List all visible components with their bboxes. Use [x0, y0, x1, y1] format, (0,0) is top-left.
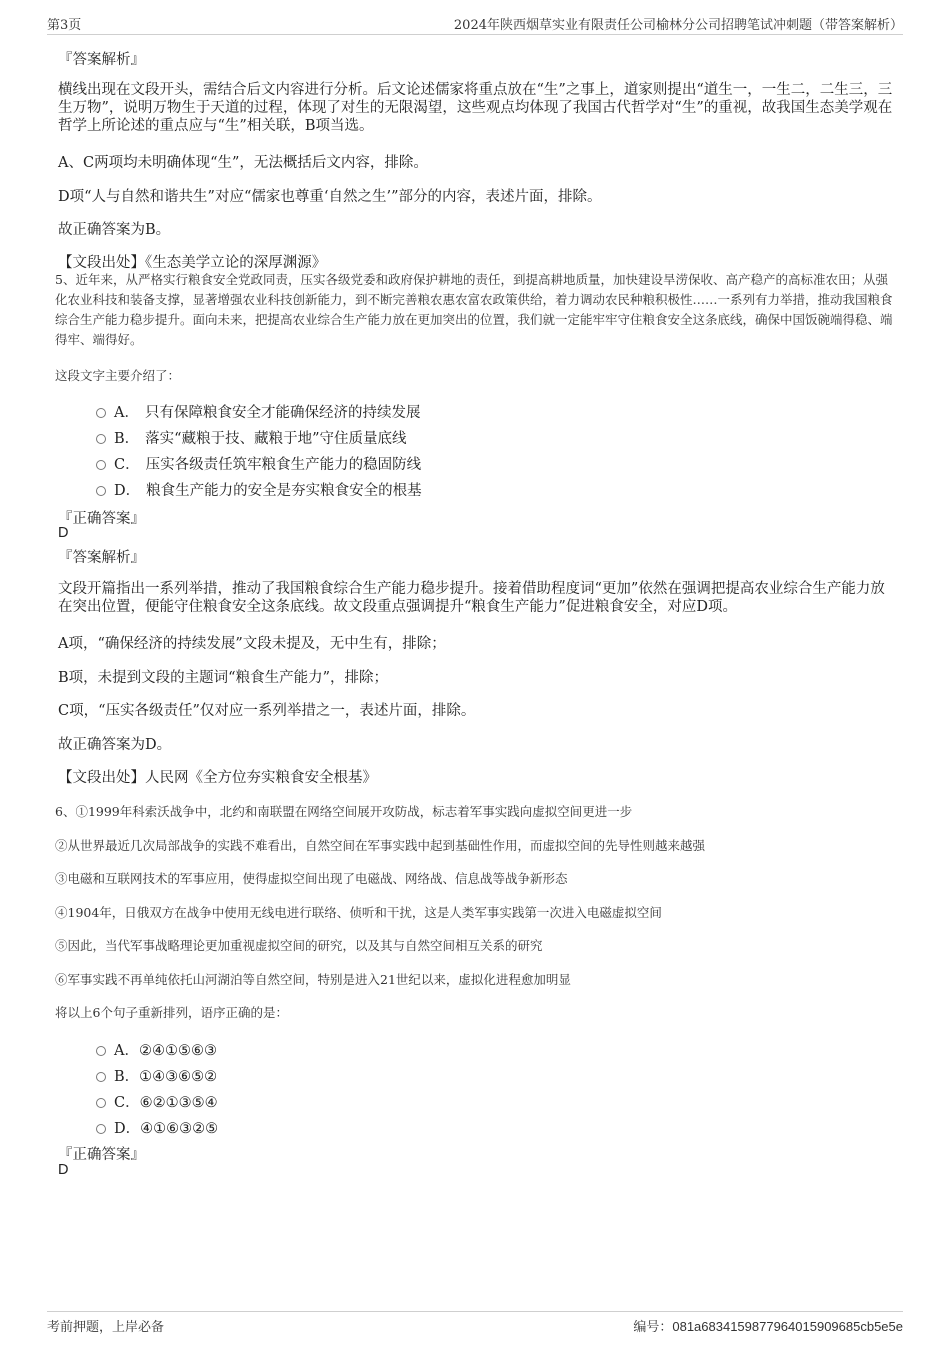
q6-option-b[interactable]: B．①④③⑥⑤②	[96, 1065, 217, 1086]
q6-question: 将以上6个句子重新排列，语序正确的是：	[55, 1005, 288, 1020]
q5-analysis-paragraph-3: B项，未提到文段的主题词“粮食生产能力”，排除；	[58, 670, 388, 686]
q4-analysis-paragraph-3: D项“人与自然和谐共生”对应“儒家也尊重‘自然之生’”部分的内容，表述片面，排除。	[58, 189, 602, 205]
q4-analysis-title: 『答案解析』	[58, 52, 145, 68]
q6-sentence-4: ④1904年，日俄双方在战争中使用无线电进行联络、侦听和干扰，这是人类军事实践第一次进入电磁虚拟空间	[55, 905, 662, 920]
q4-analysis-paragraph-1: 横线出现在文段开头，需结合后文内容进行分析。后文论述儒家将重点放在“生”之事上，道家则提出“道生一，一生二，二生三，三生万物”，说明万物生于天道的过程，体现了对生的无限渴望，这些观点均体现了我国古代哲学对“生”的重视，故我国生态美学观在哲学上所论述的重点应与“生”相关联，B项当选。	[58, 82, 893, 134]
footer-slogan: 考前押题，上岸必备	[47, 1320, 165, 1335]
radio-icon[interactable]	[96, 434, 106, 444]
q5-analysis-paragraph-1: 文段开篇指出一系列举措，推动了我国粮食综合生产能力稳步提升。接着借助程度词“更加”依然在强调把提高农业综合生产能力放在突出位置，便能守住粮食安全这条底线。故文段重点强调提升“粮食生产能力”促进粮食安全，对应D项。	[58, 581, 885, 615]
q5-analysis-paragraph-4: C项，“压实各级责任”仅对应一系列举措之一，表述片面，排除。	[58, 703, 476, 719]
q4-analysis-paragraph-4: 故正确答案为B。	[58, 222, 171, 238]
q6-sentence-6: ⑥军事实践不再单纯依托山河湖泊等自然空间，特别是进入21世纪以来，虚拟化进程愈加明显	[55, 972, 571, 987]
q5-answer-title: 『正确答案』	[58, 511, 145, 527]
radio-icon[interactable]	[96, 460, 106, 470]
q5-analysis-paragraph-2: A项，“确保经济的持续发展”文段未提及，无中生有，排除；	[58, 636, 446, 652]
q5-analysis-title: 『答案解析』	[58, 550, 145, 566]
radio-icon[interactable]	[96, 408, 106, 418]
q6-answer: D	[58, 1162, 69, 1178]
q5-answer: D	[58, 525, 69, 541]
q6-option-a[interactable]: A．②④①⑤⑥③	[96, 1039, 217, 1060]
radio-icon[interactable]	[96, 1098, 106, 1108]
document-code	[633, 1316, 903, 1335]
q6-sentence-3: ③电磁和互联网技术的军事应用，使得虚拟空间出现了电磁战、网络战、信息战等战争新形态	[55, 871, 568, 886]
radio-icon[interactable]	[96, 1124, 106, 1134]
q6-sentence-2: ②从世界最近几次局部战争的实践不难看出，自然空间在军事实践中起到基础性作用，而虚拟空间的先导性则越来越强	[55, 838, 706, 853]
radio-icon[interactable]	[96, 1072, 106, 1082]
q4-source: 【文段出处】《生态美学立论的深厚渊源》	[58, 255, 327, 271]
q5-option-c[interactable]: C． 压实各级责任筑牢粮食生产能力的稳固防线	[96, 453, 421, 474]
q6-sentence-5: ⑤因此，当代军事战略理论更加重视虚拟空间的研究，以及其与自然空间相互关系的研究	[55, 938, 543, 953]
q6-option-d[interactable]: D．④①⑥③②⑤	[96, 1117, 218, 1138]
document-title: 2024年陕西烟草实业有限责任公司榆林分公司招聘笔试冲刺题（带答案解析）	[453, 18, 903, 33]
q5-option-a[interactable]: A． 只有保障粮食安全才能确保经济的持续发展	[96, 401, 420, 422]
q5-analysis-paragraph-5: 故正确答案为D。	[58, 737, 172, 753]
q6-option-c[interactable]: C．⑥②①③⑤④	[96, 1091, 218, 1112]
q4-analysis-paragraph-2: A、C两项均未明确体现“生”，无法概括后文内容，排除。	[58, 155, 428, 171]
radio-icon[interactable]	[96, 1046, 106, 1056]
page-header	[47, 14, 903, 35]
document-code-value: 081a6834159877964015909685cb5e5e	[672, 1319, 903, 1334]
q6-answer-title: 『正确答案』	[58, 1147, 145, 1163]
q5-question: 这段文字主要介绍了：	[55, 368, 181, 383]
q5-source: 【文段出处】人民网《全方位夯实粮食安全根基》	[58, 770, 377, 786]
q5-option-d[interactable]: D． 粮食生产能力的安全是夯实粮食安全的根基	[96, 479, 422, 500]
radio-icon[interactable]	[96, 486, 106, 496]
q5-stem: 5、近年来，从严格实行粮食安全党政同责，压实各级党委和政府保护耕地的责任，到提高耕地质量，加快建设旱涝保收、高产稳产的高标准农田；从强化农业科技和装备支撑，显著增强农业科技创新能力，到不断完善粮农惠农富农政策供给，着力调动农民种粮积极性……一系列有力举措，推动我国粮食综合生产能力稳步提升。面向未来，把提高农业综合生产能力放在更加突出的位置，我们就一定能牢牢守住粮食安全这条底线，确保中国饭碗端得稳、端得牢、端得好。	[55, 272, 893, 347]
q5-option-b[interactable]: B． 落实“藏粮于技、藏粮于地”守住质量底线	[96, 427, 406, 448]
page-footer	[47, 1311, 903, 1336]
document-code-label: 编号：	[633, 1320, 673, 1335]
q6-sentence-1: 6、①1999年科索沃战争中，北约和南联盟在网络空间展开攻防战，标志着军事实践向虚拟空间更进一步	[55, 804, 633, 819]
page-number: 第3页	[47, 18, 82, 33]
